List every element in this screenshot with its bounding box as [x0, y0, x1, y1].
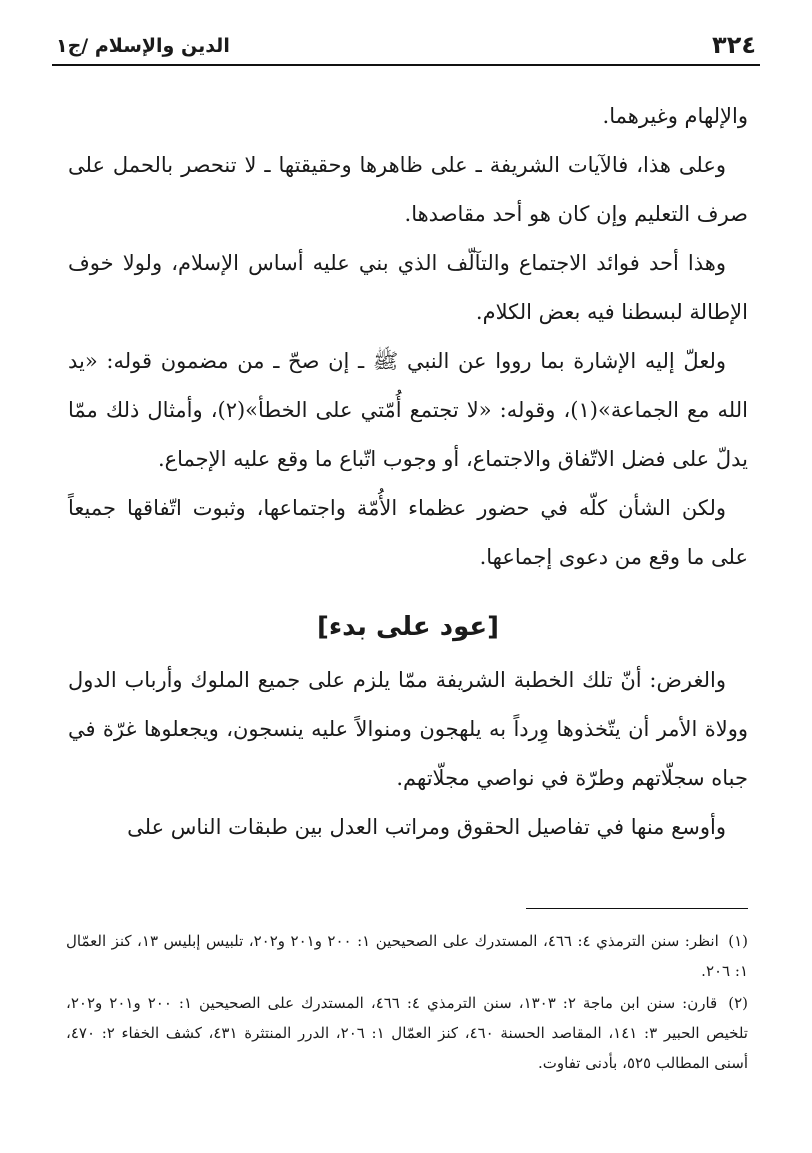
book-title: الدين والإسلام /ج١: [56, 35, 230, 57]
paragraph-6: والغرض: أنّ تلك الخطبة الشريفة ممّا يلزم على جميع الملوك وأرباب الدول وولاة الأمر أن يتّخذوها وِرداً به يلهجون ومنوالاً عليه ينسجون، ويجعلوها غرّة في جباه سجلّاتهم وطرّة في نواصي مجلّاتهم.: [68, 668, 748, 790]
footnote-number: (٢): [728, 994, 748, 1012]
paragraph-5: ولكن الشأن كلّه في حضور عظماء الأُمّة واجتماعها، وثبوت اتّفاقها جميعاً على ما وقع من دعوى إجماعها.: [68, 496, 748, 569]
footnote-1: [66, 926, 748, 986]
main-text: [68, 92, 748, 852]
paragraph-2: وعلى هذا، فالآيات الشريفة ـ على ظاهرها وحقيقتها ـ لا تنحصر بالحمل على صرف التعليم وإن كان هو أحد مقاصدها.: [68, 153, 748, 226]
footnotes: [66, 926, 748, 1080]
footnote-text: قارن: سنن ابن ماجة ٢: ١٣٠٣، سنن الترمذي ٤: ٤٦٦، المستدرك على الصحيحين ١: ٢٠٠ و٢٠١ و٢٠٢، تلخيص الحبير ٣: ١٤١، المقاصد الحسنة ٤٦٠، كنز العمّال ١: ٢٠٦، الدرر المنتثرة ٤٣١، كشف الخفاء ٢: ٤٧٠، أسنى المطالب ٥٢٥، بأدنى تفاوت.: [66, 994, 748, 1072]
paragraph-7: وأوسع منها في تفاصيل الحقوق ومراتب العدل بين طبقات الناس على: [127, 815, 726, 839]
paragraph-4: ولعلّ إليه الإشارة بما رووا عن النبي ﷺ ـ إن صحّ ـ من مضمون قوله: «يد الله مع الجماعة»(١)، وقوله: «لا تجتمع أُمّتي على الخطأ»(٢)، وأمثال ذلك ممّا يدلّ على فضل الاتّفاق والاجتماع، أو وجوب اتّباع ما وقع عليه الإجماع.: [68, 349, 748, 471]
footnote-text: انظر: سنن الترمذي ٤: ٤٦٦، المستدرك على الصحيحين ١: ٢٠٠ و٢٠١ و٢٠٢، تلبيس إبليس ١٣، كنز العمّال ١: ٢٠٦.: [66, 932, 748, 980]
footnote-2: [66, 988, 748, 1078]
paragraph-1: والإلهام وغيرهما.: [602, 104, 748, 128]
footnote-divider: [526, 908, 748, 909]
page-number: ٣٢٤: [712, 31, 756, 59]
paragraph-3: وهذا أحد فوائد الاجتماع والتآلّف الذي بني عليه أساس الإسلام، ولولا خوف الإطالة لبسطنا فيه بعض الكلام.: [68, 251, 748, 324]
section-heading: [عود على بدء]: [316, 612, 500, 642]
footnote-number: (١): [728, 932, 749, 950]
running-head: [52, 30, 760, 66]
